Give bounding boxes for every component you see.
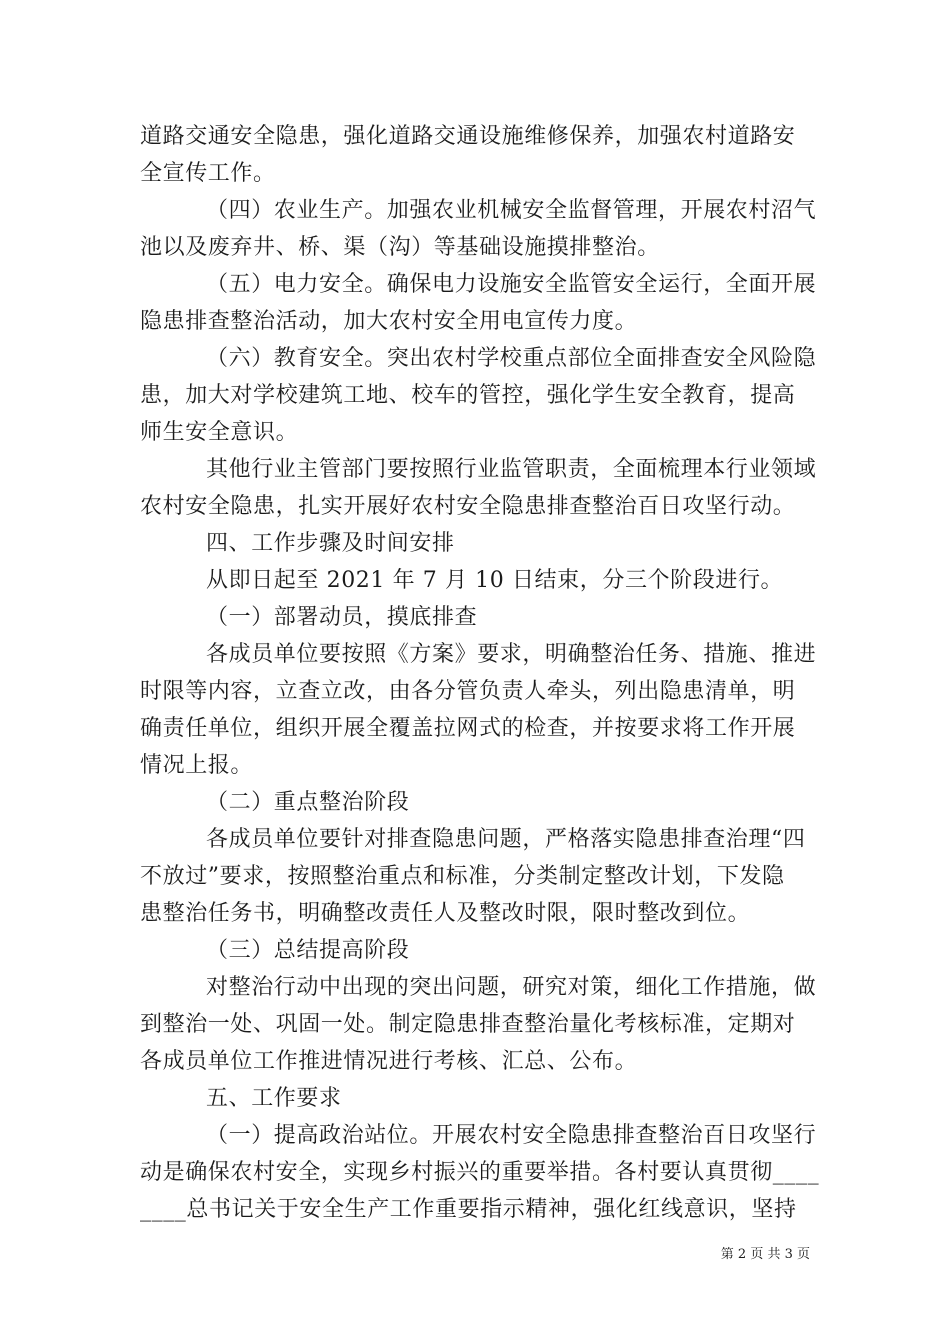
text-line: 确责任单位，组织开展全覆盖拉网式的检查，并按要求将工作开展: [140, 716, 796, 741]
text-line: 道路交通安全隐患，强化道路交通设施维修保养，加强农村道路安: [140, 124, 796, 149]
section-heading: 五、工作要求: [206, 1086, 342, 1111]
text-line: 各成员单位工作推进情况进行考核、汇总、公布。: [140, 1049, 638, 1074]
text-line: 时限等内容，立查立改，由各分管负责人牵头，列出隐患清单，明: [140, 679, 796, 704]
text-line: 不放过”要求，按照整治重点和标准，分类制定整改计划，下发隐: [140, 864, 785, 889]
text-line: 池以及废弃井、桥、渠（沟）等基础设施摸排整治。: [140, 235, 660, 260]
text-line: （四）农业生产。加强农业机械安全监督管理，开展农村沼气: [206, 198, 817, 223]
text-line: （六）教育安全。突出农村学校重点部位全面排查安全风险隐: [206, 346, 817, 371]
text-line: 各成员单位要按照《方案》要求，明确整治任务、措施、推进: [206, 642, 817, 667]
section-heading: 四、工作步骤及时间安排: [206, 531, 455, 556]
text-line: 农村安全隐患，扎实开展好农村安全隐患排查整治百日攻坚行动。: [140, 494, 796, 519]
document-body: [140, 118, 820, 1228]
text-line: 全宣传工作。: [140, 161, 276, 186]
text-line: 对整治行动中出现的突出问题，研究对策，细化工作措施，做: [206, 975, 817, 1000]
text-line: （一）提高政治站位。开展农村安全隐患排查整治百日攻坚行: [206, 1123, 817, 1148]
text-line: 隐患排查整治活动，加大农村安全用电宣传力度。: [140, 309, 638, 334]
page-number: 第 2 页 共 3 页: [720, 1247, 810, 1262]
subsection-heading: （二）重点整治阶段: [206, 790, 410, 815]
text-line: 动是确保农村安全，实现乡村振兴的重要举措。各村要认真贯彻____: [140, 1160, 820, 1185]
text-line: 各成员单位要针对排查隐患问题，严格落实隐患排查治理“四: [206, 827, 806, 852]
text-line: 情况上报。: [140, 753, 254, 778]
text-line: 患，加大对学校建筑工地、校车的管控，强化学生安全教育，提高: [140, 383, 796, 408]
text-line: 从即日起至 2021 年 7 月 10 日结束，分三个阶段进行。: [206, 568, 784, 593]
subsection-heading: （一）部署动员，摸底排查: [206, 605, 478, 630]
text-line: ____总书记关于安全生产工作重要指示精神，强化红线意识，坚持: [140, 1197, 797, 1222]
text-line: 患整治任务书，明确整改责任人及整改时限，限时整改到位。: [140, 901, 751, 926]
text-line: 其他行业主管部门要按照行业监管职责，全面梳理本行业领域: [206, 457, 817, 482]
text-line: （五）电力安全。确保电力设施安全监管安全运行，全面开展: [206, 272, 817, 297]
subsection-heading: （三）总结提高阶段: [206, 938, 410, 963]
text-line: 到整治一处、巩固一处。制定隐患排查整治量化考核标准，定期对: [140, 1012, 796, 1037]
text-line: 师生安全意识。: [140, 420, 299, 445]
